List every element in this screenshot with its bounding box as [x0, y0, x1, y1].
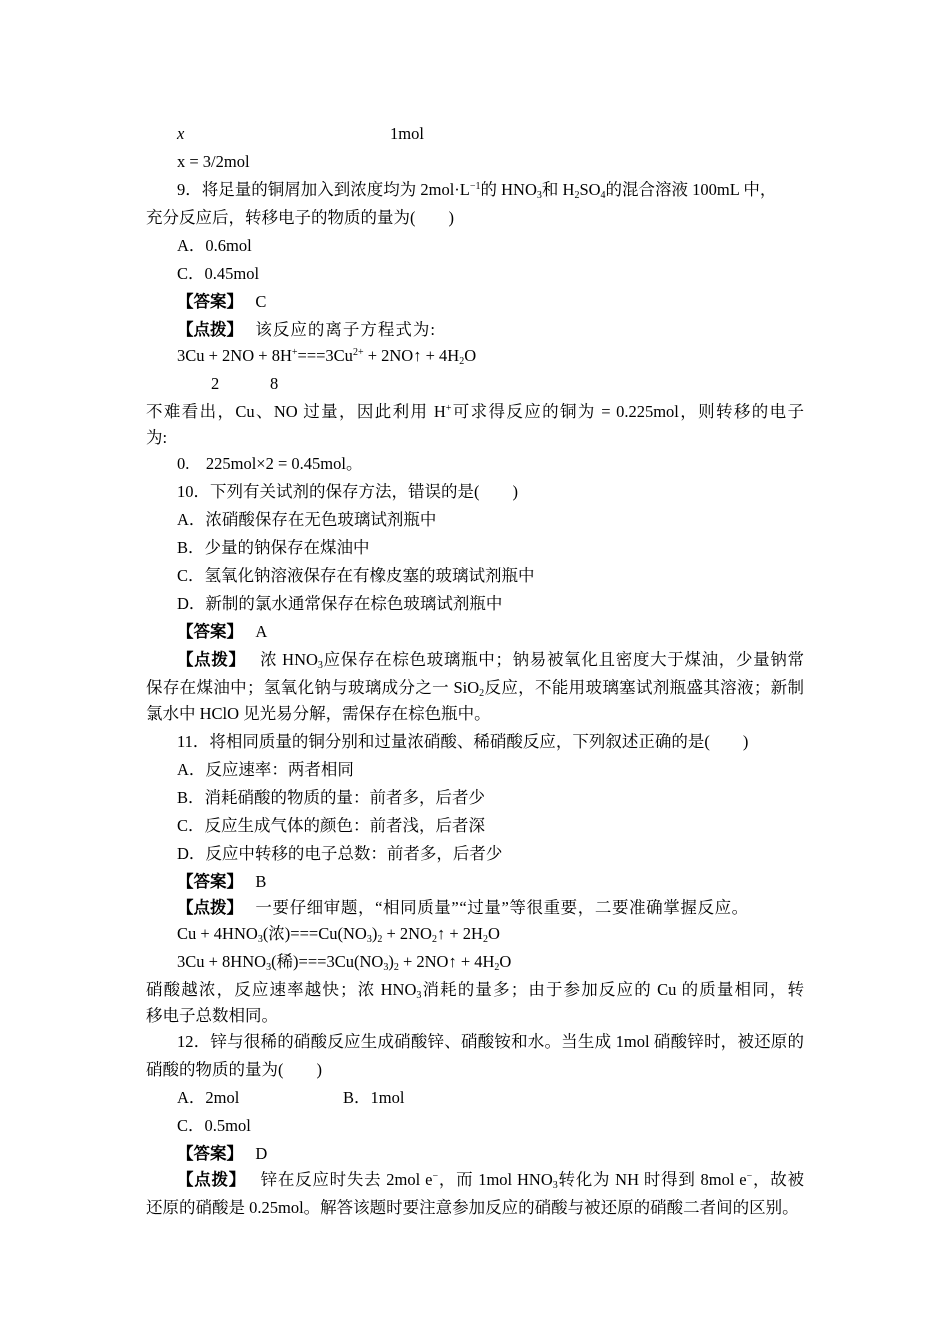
question-9-explanation: 不难看出，Cu、NO 过量，因此利用 H+可求得反应的铜为 = 0.225mol，则转移的电子	[146, 402, 804, 421]
question-11-tip: 【点拨】 一要仔细审题，“相同质量”“过量”等很重要，二要准确掌握反应。	[177, 898, 749, 917]
question-12-stem: 12．锌与很稀的硝酸反应生成硝酸锌、硝酸铵和水。当生成 1mol 硝酸锌时，被还原的	[177, 1032, 804, 1051]
question-9-stem-cont: 充分反应后，转移电子的物质的量为( )	[146, 208, 454, 227]
question-11-explanation-cont: 移电子总数相同。	[146, 1006, 278, 1025]
question-10-option-d: D．新制的氯水通常保存在棕色玻璃试剂瓶中	[177, 594, 503, 613]
question-9-option-a: A．0.6mol	[177, 236, 252, 255]
question-11-explanation: 硝酸越浓，反应速率越快；浓 $HNO_3$消耗的量多；由于参加反应的 Cu 的质量相同，转	[146, 980, 804, 1001]
question-11-stem: 11．将相同质量的铜分别和过量浓硝酸、稀硝酸反应，下列叙述正确的是( )	[177, 732, 749, 751]
question-11-answer: 【答案】 B	[177, 872, 267, 891]
question-11-option-c: C．反应生成气体的颜色：前者浅，后者深	[177, 816, 486, 835]
calc-line-x: x	[177, 124, 185, 143]
question-11-option-b: B．消耗硝酸的物质的量：前者多，后者少	[177, 788, 486, 807]
question-10-answer: 【答案】 A	[177, 622, 268, 641]
question-10-option-c: C．氢氧化钠溶液保存在有橡皮塞的玻璃试剂瓶中	[177, 566, 535, 585]
question-10-tip-cont2: 氯水中 HClO 见光易分解，需保存在棕色瓶中。	[146, 704, 491, 723]
question-12-option-a: A．2mol	[177, 1088, 240, 1107]
calc-result: x = 3/2mol	[177, 152, 250, 171]
question-9-stem: 9．将足量的铜屑加入到浓度均为 $2mol\cdot L^{-1}$的 $HNO_3$和 $H_2SO_4$的混合溶液 100mL 中，	[177, 180, 777, 201]
question-9-option-c: C．0.45mol	[177, 264, 260, 283]
question-12-tip: 【点拨】 锌在反应时失去 2mol e−，而 1mol $HNO_3$转化为 NH 时得到 8mol e−，故被	[177, 1170, 805, 1191]
question-12-option-b: B．1mol	[343, 1088, 405, 1107]
question-10-stem: 10．下列有关试剂的保存方法，错误的是( )	[177, 482, 518, 501]
question-11-option-a: A．反应速率：两者相同	[177, 760, 354, 779]
calc-line-1mol: 1mol	[390, 124, 424, 143]
question-11-equation-1: $Cu + 4HNO_3$(浓)$===Cu(NO_3)_2$ + $2NO_2↑ + 2H_2O$	[177, 924, 500, 945]
question-10-option-a: A．浓硝酸保存在无色玻璃试剂瓶中	[177, 510, 437, 529]
question-9-calc: 0. 225mol×2 = 0.45mol。	[177, 454, 363, 473]
question-9-coef-2: 2	[211, 374, 220, 393]
question-12-option-c: C．0.5mol	[177, 1116, 251, 1135]
question-12-answer: 【答案】 D	[177, 1144, 268, 1163]
question-11-equation-2: $3Cu + 8HNO_3$(稀)$===3Cu(NO_3)_2$ + 2NO↑ + $4H_2O$	[177, 952, 512, 973]
question-12-tip-cont: 还原的硝酸是 0.25mol。解答该题时要注意参加反应的硝酸与被还原的硝酸二者间的区别。	[146, 1198, 799, 1217]
question-9-explanation-cont: 为:	[146, 428, 168, 447]
question-11-option-d: D．反应中转移的电子总数：前者多，后者少	[177, 844, 503, 863]
question-9-tip: 【点拨】 该反应的离子方程式为:	[177, 320, 436, 339]
question-10-option-b: B．少量的钠保存在煤油中	[177, 538, 370, 557]
question-9-answer: 【答案】 C	[177, 292, 267, 311]
question-9-coef-8: 8	[270, 374, 279, 393]
question-10-tip-cont: 保存在煤油中；氢氧化钠与玻璃成分之一 SiO$_2$反应，不能用玻璃塞试剂瓶盛其溶液；新制	[146, 678, 805, 699]
question-12-stem-cont: 硝酸的物质的量为( )	[146, 1060, 322, 1079]
question-10-tip: 【点拨】 浓 $HNO_3$应保存在棕色玻璃瓶中；钠易被氧化且密度大于煤油，少量钠常	[177, 650, 805, 671]
question-9-equation: $3Cu + 2NO + 8H^+===3Cu^{2+}$ + 2NO↑ + $4H_2O$	[177, 346, 477, 367]
